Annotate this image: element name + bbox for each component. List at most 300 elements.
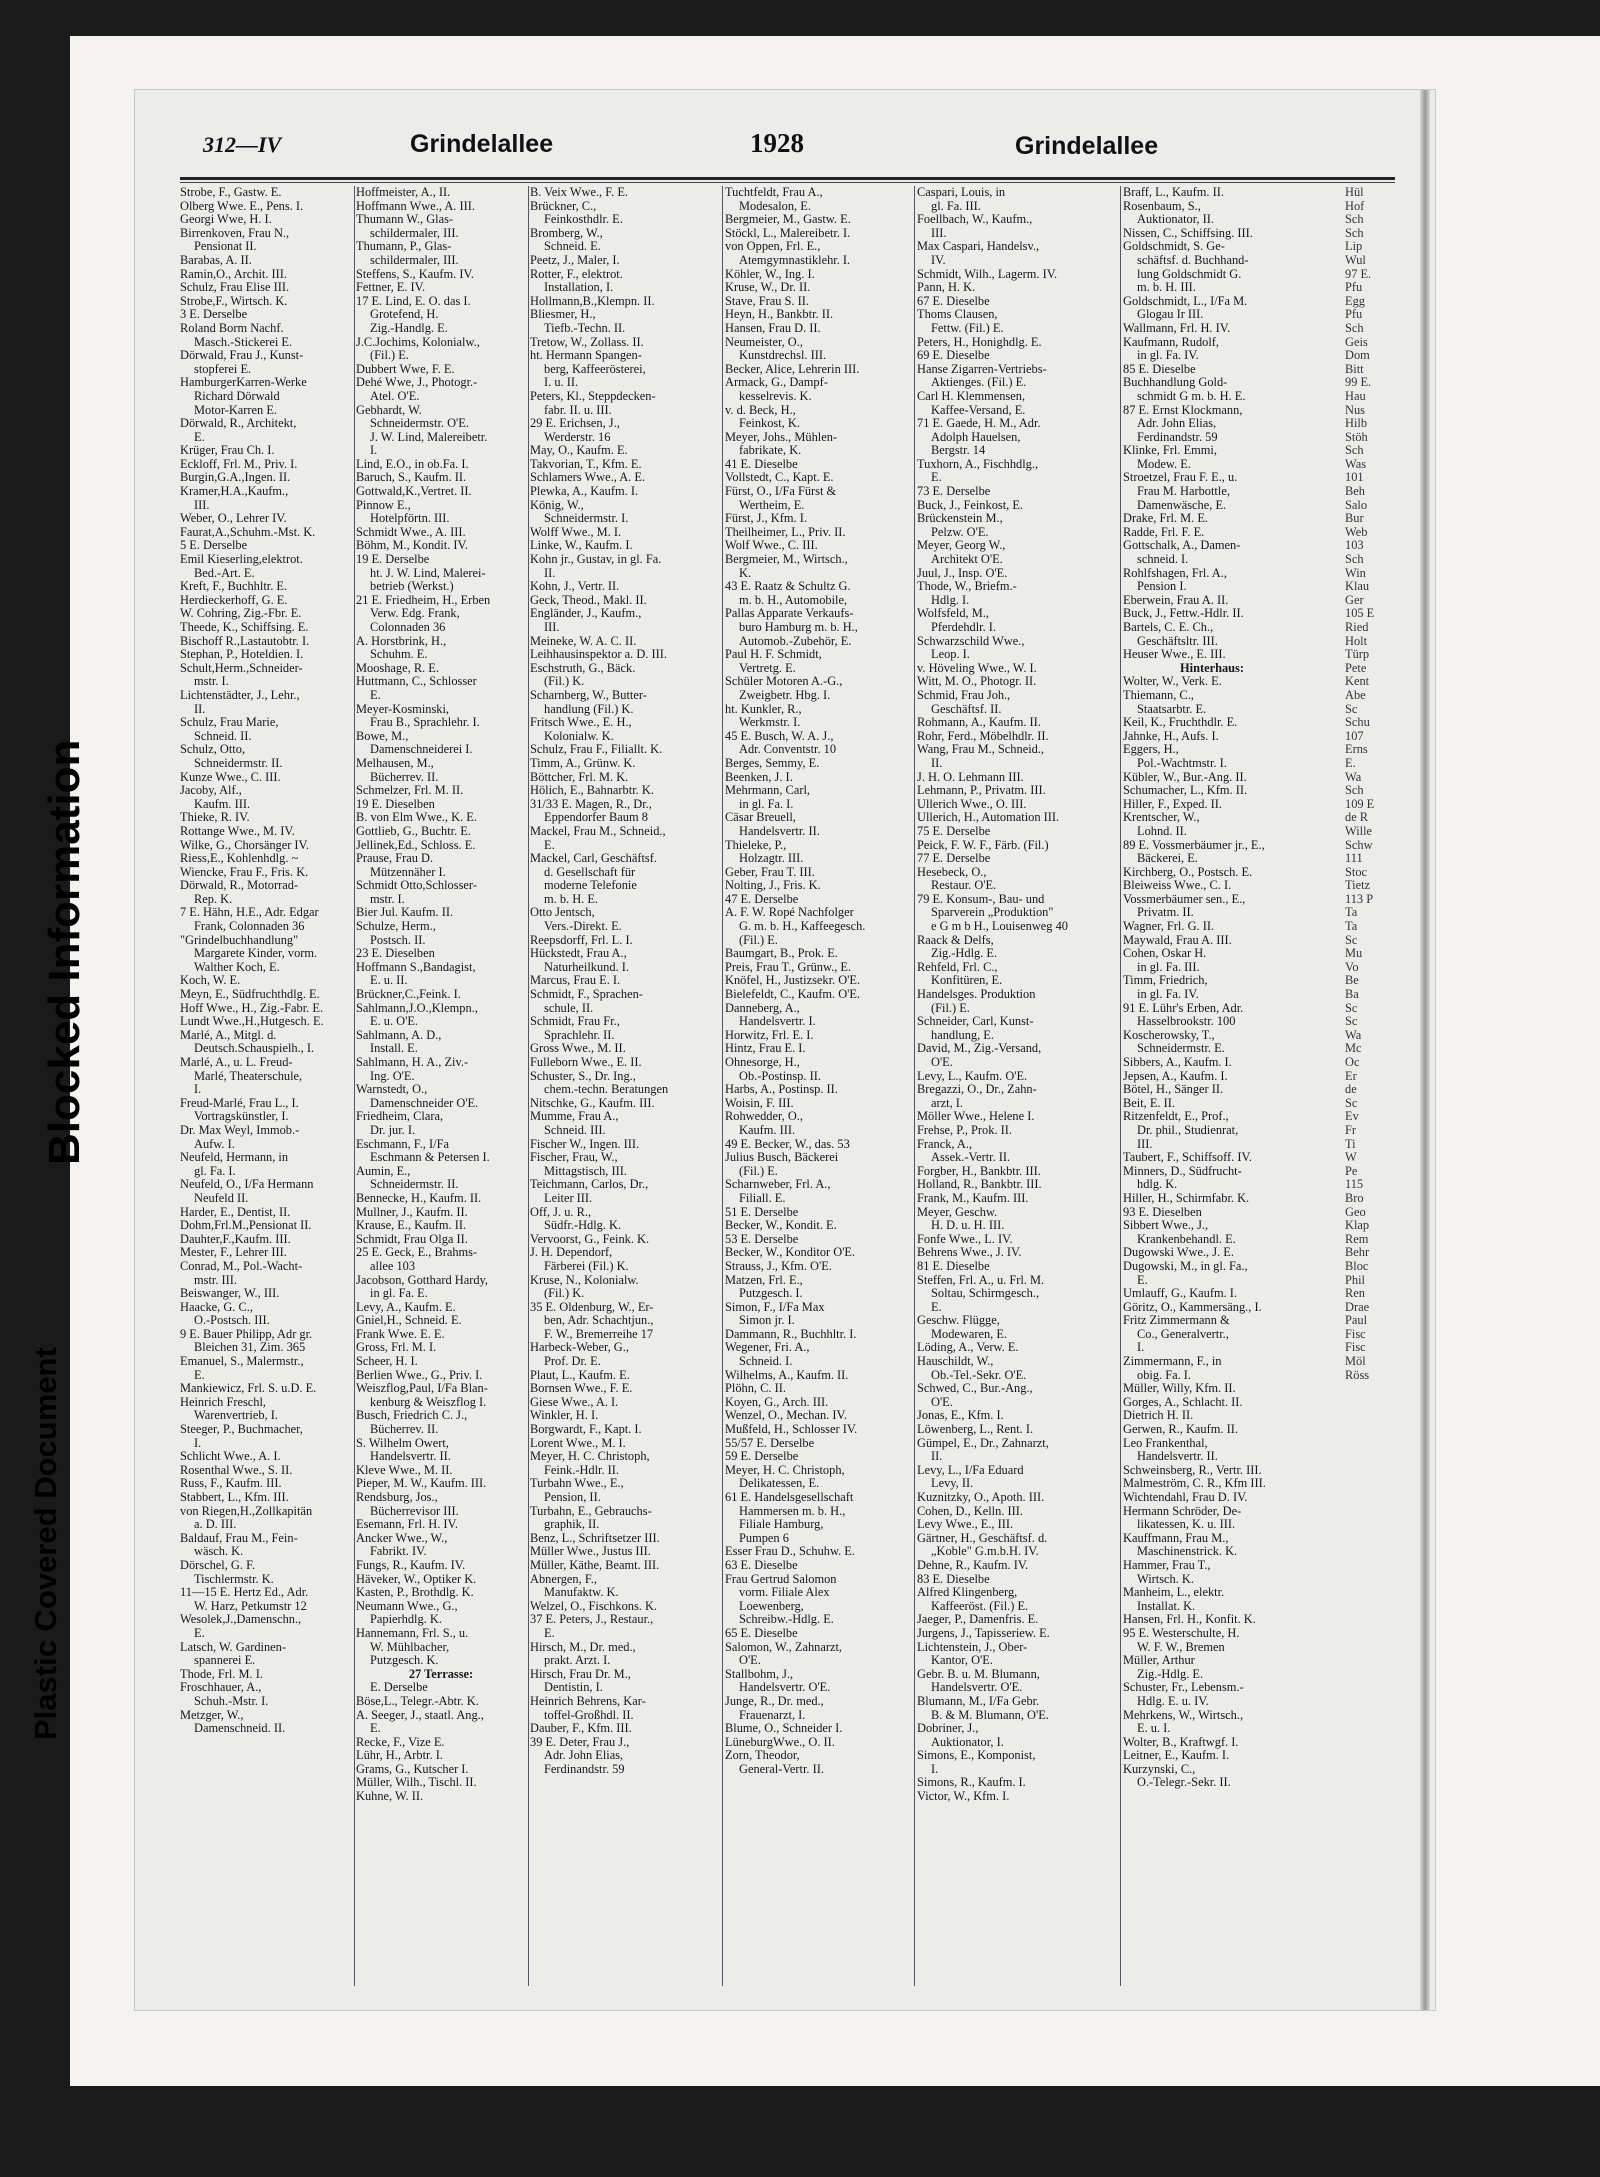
directory-entry-line: A. F. W. Ropé Nachfolger [725,905,854,920]
directory-entry-line: Engländer, J., Kaufm., [530,606,642,621]
directory-entry-line: Plöhn, C. II. [725,1381,786,1396]
directory-entry-line: Harder, E., Dentist, II. [180,1204,291,1219]
directory-entry-line: Kolonialw. K. [544,728,614,743]
directory-entry-line: prakt. Arzt. I. [544,1653,611,1668]
directory-entry-line: Schulz, Frau Marie, [180,715,279,730]
directory-entry-line: A. Seeger, J., staatl. Ang., [356,1707,484,1722]
directory-entry-line: Mackel, Frau M., Schneid., [530,823,666,838]
directory-entry-line: Krüger, Frau Ch. I. [180,443,275,458]
directory-entry-line: Egg [1345,293,1365,308]
directory-entry-line: fabr. II. u. III. [544,402,612,417]
directory-entry-line: Pann, H. K. [917,280,976,295]
directory-entry-line: III. [194,497,210,512]
directory-entry-line: Pelzw. O'E. [931,524,989,539]
directory-entry-line: Marlé, A., u. L. Freud- [180,1055,293,1069]
directory-entry-line: Gniel,H., Schneid. E. [356,1313,462,1328]
directory-entry-line: ben, Adr. Schachtjun., [544,1313,654,1328]
directory-entry-line: Sprachlehr. II. [544,1027,615,1042]
directory-entry-line: Nitschke, G., Kaufm. III. [530,1095,655,1110]
directory-entry-line: Blumann, M., I/Fa Gebr. [917,1693,1040,1708]
directory-entry-line: Wul [1345,252,1366,267]
directory-entry-line: Kauffmann, Frau M., [1123,1530,1229,1545]
directory-entry-line: Turbahn, E., Gebrauchs- [530,1503,652,1518]
directory-entry-line: Fettw. (Fil.) E. [931,320,1004,335]
directory-entry-line: Lind, E.O., in ob.Fa. I. [356,456,469,471]
directory-entry-line: (Fil.) K. [544,1286,585,1301]
directory-entry-line: Stöh [1345,429,1368,444]
directory-entry-line: Behrens Wwe., J. IV. [917,1245,1022,1260]
directory-entry-line: Delikatessen, E. [739,1476,820,1491]
directory-entry-line: Werderstr. 16 [544,429,611,444]
directory-entry-line: Jurgens, J., Tapisseriew. E. [917,1625,1050,1640]
directory-entry-line: Sahlmann,J.O.,Klempn., [356,1000,478,1015]
directory-entry-line: Auktionator, I. [931,1734,1004,1749]
directory-entry-line: J. H. Dependorf, [530,1245,613,1260]
directory-entry-line: Bergmeier, M., Gastw. E. [725,212,851,227]
directory-entry-line: Vervoorst, G., Feink. K. [530,1231,650,1246]
directory-entry-line: Buck, J., Fettw.-Hdlr. II. [1123,606,1244,621]
directory-entry-line: I. u. II. [544,375,579,390]
directory-entry-line: I. [1137,1340,1145,1355]
directory-entry-line: mstr. I. [194,674,229,689]
directory-entry-line: Meyer-Kosminski, [356,701,450,716]
directory-entry-line: Vers.-Direkt. E. [544,919,622,934]
directory-entry-line: Tuchtfeldt, Frau A., [725,186,823,199]
directory-entry-line: Braff, L., Kaufm. II. [1123,186,1224,199]
directory-entry-line: Frehse, P., Prok. II. [917,1122,1012,1137]
directory-entry-line: Meyer, H. C. Christoph, [725,1462,845,1477]
directory-entry-line: Modew. E. [1137,456,1191,471]
directory-entry-line: O'E. [931,1394,953,1409]
directory-entry-line: Kaffee-Versand, E. [931,402,1026,417]
blocked-information-label: Blocked Information [40,739,89,1165]
directory-entry-line: Fritz Zimmermann & [1123,1313,1230,1328]
directory-entry-line: Hansen, Frau D. II. [725,320,821,335]
directory-entry-line: in gl. Fa. III. [1137,959,1200,974]
directory-entry-line: 75 E. Derselbe [917,823,991,838]
directory-entry-line: Walther Koch, E. [194,959,280,974]
directory-entry-line: Danneberg, A., [725,1000,800,1015]
directory-entry-line: fabrikate, K. [739,443,802,458]
directory-entry-line: Leiter III. [544,1190,593,1205]
directory-entry-line: Schüler Motoren A.-G., [725,674,843,689]
directory-entry-line: Hoffmeister, A., II. [356,186,451,199]
directory-entry-line: 39 E. Deter, Frau J., [530,1734,630,1749]
directory-entry-line: Kleve Wwe., M. II. [356,1462,453,1477]
directory-entry-line: Strauss, J., Kfm. O'E. [725,1258,832,1273]
directory-entry-line: Gottwald,K.,Vertret. II. [356,484,472,499]
directory-entry-line: Rohmann, A., Kaufm. II. [917,715,1041,730]
directory-entry-line: Privatm. II. [1137,905,1194,920]
directory-entry-line: Rem [1345,1231,1369,1246]
directory-entry-line: Schlicht Wwe., A. I. [180,1449,281,1464]
directory-entry-line: Metzger, W., [180,1707,244,1722]
directory-entry-line: Feinkost, K. [739,416,800,431]
directory-entry-line: Vossmerbäumer sen., E., [1123,891,1246,906]
directory-entry-line: Schmidt, Frau Fr., [530,1014,620,1029]
directory-entry-line: Jepsen, A., Kaufm. I. [1123,1068,1228,1083]
directory-entry-line: Jahnke, H., Aufs. I. [1123,728,1219,743]
directory-entry-line: Buck, J., Feinkost, E. [917,497,1024,512]
directory-entry-line: Lehmann, P., Privatm. III. [917,783,1046,798]
directory-entry-line: Rosenthal Wwe., S. II. [180,1462,293,1477]
directory-entry-line: Müller, Arthur [1123,1653,1195,1668]
directory-entry-line: E. [194,1367,205,1382]
header-rule [180,177,1395,180]
directory-entry-line: Marlé, A., Mitgl. d. [180,1027,277,1042]
directory-entry-line: 9 E. Bauer Philipp, Adr gr. [180,1326,313,1341]
directory-entry-line: Fisc [1345,1326,1366,1341]
directory-entry-line: moderne Telefonie [544,878,637,893]
directory-entry-line: Peters, Kl., Steppdecken- [530,388,656,403]
directory-entry-line: Beit, E. II. [1123,1095,1175,1110]
directory-entry-line: Vo [1345,959,1359,974]
directory-entry-line: General-Vertr. II. [739,1761,824,1776]
directory-column-6 [1123,186,1301,1986]
directory-entry-line: Fürst, J., Kfm. I. [725,511,807,526]
directory-entry-line: v. Höveling Wwe., W. I. [917,660,1037,675]
directory-entry-line: Atemgymnastiklehr. I. [739,252,851,267]
directory-entry-line: Ta [1345,919,1358,934]
column-divider [1120,186,1121,1986]
directory-entry-line: Ancker Wwe., W., [356,1530,448,1545]
directory-entry-line: Franck, A., [917,1136,973,1151]
directory-entry-line: 109 E [1345,796,1375,811]
directory-entry-line: Sch [1345,552,1364,567]
directory-entry-line: Bennecke, H., Kaufm. II. [356,1190,482,1205]
directory-entry-line: Lühr, H., Arbtr. I. [356,1748,443,1763]
directory-entry-line: Co., Generalvertr., [1137,1326,1229,1341]
directory-entry-line: 19 E. Dieselben [356,796,435,811]
directory-entry-line: Hanse Zigarren-Vertriebs- [917,361,1047,376]
directory-entry-line: gl. Fa. I. [194,1163,236,1178]
directory-entry-line: Bergmeier, M., Wirtsch., [725,552,848,567]
directory-entry-line: in gl. Fa. IV. [1137,987,1199,1002]
directory-entry-line: 49 E. Becker, W., das. 53 [725,1136,850,1151]
directory-entry-line: Roland Borm Nachf. [180,320,284,335]
directory-entry-line: Ramin,O., Archit. III. [180,266,288,281]
directory-entry-line: II. [931,755,943,770]
directory-entry-line: Klap [1345,1218,1370,1233]
directory-entry-line: Eschmann & Petersen I. [370,1150,490,1165]
directory-entry-line: Ev [1345,1109,1359,1124]
directory-entry-line: Röss [1345,1367,1370,1382]
directory-entry-line: Kirchberg, O., Postsch. E. [1123,864,1253,879]
directory-entry-line: Witt, M. O., Photogr. II. [917,674,1037,689]
directory-entry-line: 67 E. Dieselbe [917,293,990,308]
directory-entry-line: Plewka, A., Kaufm. I. [530,484,639,499]
directory-entry-line: Hesebeck, O., [917,864,987,879]
directory-entry-line: Schneidermstr. E. [1137,1041,1225,1056]
directory-entry-line: Baldauf, Frau M., Fein- [180,1530,298,1545]
directory-entry-line: Manufaktw. K. [544,1585,619,1600]
directory-entry-line: Heinrich Behrens, Kar- [530,1693,646,1708]
directory-entry-line: Schneidermstr. II. [370,1177,459,1192]
directory-entry-line: Fürst, O., I/Fa Fürst & [725,484,837,499]
directory-entry-line: Levy, L., I/Fa Eduard [917,1462,1024,1477]
directory-entry-line: Rendsburg, Jos., [356,1490,438,1504]
directory-entry-line: Putzgesch. K. [370,1653,439,1668]
directory-entry-line: Sch [1345,783,1364,798]
directory-entry-line: Foellbach, W., Kaufm., [917,212,1033,227]
directory-entry-line: Peick, F. W. F., Färb. (Fil.) [917,837,1049,852]
column-divider [914,186,915,1986]
directory-entry-line: Bleichen 31, Zim. 365 [194,1340,306,1355]
directory-entry-line: Melhausen, M., [356,755,434,770]
directory-entry-line: Müller, Wilh., Tischl. II. [356,1775,477,1790]
directory-entry-line: Lichtenstädter, J., Lehr., [180,687,300,702]
directory-entry-line: Herdieckerhoff, G. E. [180,592,288,607]
directory-entry-line: Köhler, W., Ing. I. [725,266,815,281]
directory-entry-line: Mützennäher I. [370,864,446,879]
directory-entry-line: 55/57 E. Derselbe [725,1435,815,1450]
directory-entry-line: 101 [1345,470,1364,485]
directory-entry-line: Sahlmann, A. D., [356,1027,442,1042]
directory-entry-line: Kasten, P., Brothdlg. K. [356,1585,474,1600]
directory-entry-line: 105 E [1345,606,1375,621]
directory-entry-line: 81 E. Dieselbe [917,1258,990,1273]
directory-entry-line: Takvorian, T., Kfm. E. [530,456,642,471]
directory-entry-line: Sch [1345,212,1364,227]
directory-entry-line: Hansen, Frl. H., Konfit. K. [1123,1612,1256,1627]
directory-entry-line: Web [1345,524,1368,539]
directory-entry-line: Feink.-Hdlr. II. [544,1462,620,1477]
directory-entry-line: E. [370,1721,381,1736]
directory-entry-line: 91 E. Lühr's Erben, Adr. [1123,1000,1244,1015]
directory-entry-line: Aktienges. (Fil.) E. [931,375,1027,390]
directory-entry-line: Welzel, O., Fischkons. K. [530,1598,658,1613]
directory-entry-line: ht. Kunkler, R., [725,701,802,716]
directory-entry-line: Zig.-Hdlg. E. [1137,1666,1204,1681]
directory-entry-line: Sc [1345,932,1358,947]
directory-entry-line: (Fil.) K. [544,674,585,689]
directory-entry-line: Dr. jur. I. [370,1122,416,1137]
directory-entry-line: graphik, II. [544,1517,600,1532]
directory-entry-line: Riess,E., Kohlenhdlg. ~ [180,851,299,866]
directory-entry-line: Ob.-Postinsp. II. [739,1068,821,1083]
directory-entry-line: Eberwein, Frau A. II. [1123,592,1229,607]
directory-entry-line: Wolf Wwe., C. III. [725,538,818,553]
directory-entry-line: Fungs, R., Kaufm. IV. [356,1557,466,1572]
directory-entry-line: Marcus, Frau E. I. [530,973,621,988]
directory-entry-line: Dugowski, M., in gl. Fa., [1123,1258,1248,1273]
directory-entry-line: Hammer, Frau T., [1123,1557,1211,1572]
directory-entry-line: Wolter, B., Kraftwgf. I. [1123,1734,1239,1749]
directory-entry-line: Be [1345,973,1359,988]
directory-entry-line: chem.-techn. Beratungen [544,1082,669,1097]
directory-entry-line: 53 E. Derselbe [725,1231,799,1246]
directory-entry-line: ht. J. W. Lind, Malerei- [370,565,486,580]
directory-entry-line: Müller, Käthe, Beamt. III. [530,1557,660,1572]
directory-entry-line: Wesolek,J.,Damenschn., [180,1612,302,1627]
directory-entry-line: Levy Wwe., E., III. [917,1517,1014,1532]
directory-entry-line: Leop. I. [931,647,970,662]
directory-entry-line: 85 E. Dieselbe [1123,361,1196,376]
directory-entry-line: E. u. II. [370,973,408,988]
directory-entry-line: Thiemann, C., [1123,687,1194,702]
directory-entry-line: Hiller, F., Exped. II. [1123,796,1222,811]
directory-entry-line: Tiefb.-Techn. II. [544,320,626,335]
directory-entry-line: Meyer, H. C. Christoph, [530,1449,650,1464]
directory-entry-line: Dehé Wwe, J., Photogr.- [356,375,478,390]
directory-entry-line: Hiller, H., Schirmfabr. K. [1123,1190,1250,1205]
directory-entry-line: Heinrich Freschl, [180,1394,267,1409]
directory-entry-line: Bücherrev. II. [370,1422,439,1437]
directory-entry-line: Steffens, S., Kaufm. IV. [356,266,474,281]
directory-entry-line: Schuster, Fr., Lebensm.- [1123,1680,1244,1695]
directory-entry-line: Hölich, E., Bahnarbtr. K. [530,783,654,798]
directory-entry-line: Alfred Klingenberg, [917,1585,1018,1600]
directory-entry-line: Färberei (Fil.) K. [544,1258,629,1273]
directory-entry-line: Modesalon, E. [739,198,811,213]
directory-entry-line: Jaeger, P., Damenfris. E. [917,1612,1039,1627]
directory-entry-line: Win [1345,565,1366,580]
directory-entry-line: O'E. [739,1653,761,1668]
directory-entry-line: F. W., Bremerreihe 17 [544,1326,654,1341]
directory-entry-line: Ob.-Tel.-Sekr. O'E. [931,1367,1027,1382]
directory-entry-line: Marlé, Theaterschule, [194,1068,303,1083]
directory-entry-line: Steffen, Frl. A., u. Frl. M. [917,1272,1045,1287]
directory-entry-line: E. [931,470,942,485]
directory-entry-line: B. & M. Blumann, O'E. [931,1707,1049,1722]
directory-entry-line: Müller, Willy, Kfm. II. [1123,1381,1236,1396]
directory-entry-line: Schmid, Frau Joh., [917,687,1011,702]
directory-entry-line: Dietrich H. II. [1123,1408,1194,1423]
directory-entry-line: schildermaler, III. [370,225,459,240]
directory-entry-line: Raack & Delfs, [917,932,994,947]
directory-entry-line: Ing. O'E. [370,1068,415,1083]
directory-entry-line: in gl. Fa. I. [739,796,794,811]
directory-entry-line: Barabas, A. II. [180,252,252,267]
directory-entry-line: W [1345,1150,1357,1165]
directory-entry-line: Wichtendahl, Frau D. IV. [1123,1490,1248,1504]
directory-entry-line: Zorn, Theodor, [725,1748,800,1763]
directory-entry-line: Recke, F., Vize E. [356,1734,445,1749]
directory-entry-line: Mc [1345,1041,1362,1056]
directory-entry-line: Kramer,H.A.,Kaufm., [180,484,289,499]
directory-column-7-partial [1345,186,1415,1986]
directory-entry-line: Mumme, Frau A., [530,1109,619,1124]
directory-entry-line: Böhm, M., Kondit. IV. [356,538,468,553]
directory-entry-line: Bischoff R.,Lastautobtr. I. [180,633,310,648]
directory-entry-line: Umlauff, G., Kaufm. I. [1123,1286,1238,1301]
directory-entry-line: 29 E. Erichsen, J., [530,416,620,431]
directory-entry-line: Naturheilkund. I. [544,959,629,974]
directory-entry-line: Papierhdlg. K. [370,1612,442,1627]
directory-entry-line: Stöckl, L., Malereibetr. I. [725,225,851,240]
directory-entry-line: Jacoby, Alf., [180,783,242,798]
directory-entry-line: Bregazzi, O., Dr., Zahn- [917,1082,1037,1097]
street-heading-right: Grindelallee [1015,132,1159,160]
directory-entry-line: Ried [1345,620,1369,634]
directory-entry-line: (Fil.) E. [931,1000,970,1015]
year-heading: 1928 [750,128,804,158]
directory-entry-line: Levy, L., Kaufm. O'E. [917,1068,1028,1083]
directory-entry-line: Sibbert Wwe., J., [1123,1218,1209,1233]
directory-entry-line: I. [194,1435,202,1450]
directory-entry-line: Victor, W., Kfm. I. [917,1789,1010,1804]
directory-entry-line: Klinke, Frl. Emmi, [1123,443,1217,458]
directory-entry-line: Dobriner, J., [917,1721,979,1736]
directory-entry-line: 35 E. Oldenburg, W., Er- [530,1299,654,1314]
directory-entry-line: Böse,L., Telegr.-Abtr. K. [356,1693,479,1708]
directory-entry-line: Stave, Frau S. II. [725,293,809,308]
directory-entry-line: Keil, K., Fruchthdlr. E. [1123,715,1238,730]
directory-entry-line: Deutsch.Schauspielh., I. [194,1041,315,1056]
directory-entry-line: Frau B., Sprachlehr. I. [370,715,480,730]
directory-entry-line: B. von Elm Wwe., K. E. [356,810,477,825]
directory-entry-line: Sahlmann, H. A., Ziv.- [356,1055,469,1069]
directory-entry-line: Kunze Wwe., C. III. [180,769,281,784]
directory-entry-line: Dentistin, I. [544,1680,603,1695]
directory-entry-line: Schuster, S., Dr. Ing., [530,1068,636,1083]
directory-entry-line: Wolff Wwe., M. I. [530,524,622,539]
directory-entry-line: Schw [1345,837,1373,852]
directory-entry-line: Mehrkens, W., Wirtsch., [1123,1707,1244,1722]
directory-entry-line: Cohen, Oskar H. [1123,946,1207,961]
directory-entry-line: K. [739,565,752,580]
directory-entry-line: Holland, R., Bankbtr. III. [917,1177,1042,1192]
directory-entry-line: Türp [1345,647,1370,662]
directory-entry-line: Mullner, J., Kaufm. II. [356,1204,468,1219]
directory-entry-line: Feinkosthdlr. E. [544,212,623,227]
directory-entry-line: Forgber, H., Bankbtr. III. [917,1163,1041,1178]
directory-entry-line: Schneidermstr. II. [194,755,283,770]
directory-entry-line: 115 [1345,1177,1364,1192]
directory-entry-line: betrieb (Werkst.) [370,579,454,594]
directory-entry-line: E. [544,1625,555,1640]
directory-entry-line: Ferdinandstr. 59 [1137,429,1218,444]
directory-entry-line: Olberg Wwe. E., Pens. I. [180,198,304,213]
directory-entry-line: Maywald, Frau A. III. [1123,932,1232,947]
directory-entry-line: Hermann Schröder, De- [1123,1503,1242,1518]
directory-entry-line: Ta [1345,905,1358,920]
directory-entry-line: Simon, F., I/Fa Max [725,1299,825,1314]
directory-entry-line: Gärtner, H., Geschäftsf. d. [917,1530,1048,1545]
directory-entry-line: Sc [1345,1095,1358,1110]
directory-entry-line: Hül [1345,186,1364,199]
directory-entry-line: Leo Frankenthal, [1123,1435,1208,1450]
directory-entry-line: Eschstruth, G., Bäck. [530,660,636,675]
directory-entry-line: a. D. III. [194,1517,237,1532]
directory-entry-line: Ohnesorge, H., [725,1055,800,1069]
directory-entry-line: 23 E. Dieselben [356,946,435,961]
directory-entry-line: 11—15 E. Hertz Ed., Adr. [180,1585,309,1600]
directory-entry-line: Gebhardt, W. [356,402,422,417]
directory-entry-line: Fischer W., Ingen. III. [530,1136,640,1151]
directory-entry-line: Filiale Hamburg, [739,1517,824,1532]
directory-column-2 [356,186,526,1986]
directory-entry-line: Linke, W., Kaufm. I. [530,538,633,553]
directory-entry-line: Kantor, O'E. [931,1653,993,1668]
directory-entry-line: m. b. H., Automobile, [739,592,848,607]
directory-entry-line: Peters, H., Honighdlg. E. [917,334,1042,349]
directory-entry-line: Staatsarbtr. E. [1137,701,1207,716]
directory-entry-line: 43 E. Raatz & Schultz G. [725,579,851,594]
directory-entry-line: (Fil.) E. [739,932,778,947]
directory-entry-line: Leihhausinspektor a. D. III. [530,647,667,662]
directory-entry-line: von Oppen, Frl. E., [725,239,821,254]
directory-entry-line: v. d. Beck, H., [725,402,796,417]
directory-entry-line: Schulz, Frau Elise III. [180,280,290,295]
directory-entry-line: Thode, W., Briefm.- [917,579,1017,594]
directory-entry-line: de [1345,1082,1357,1097]
directory-entry-line: schäftsf. d. Buchhand- [1137,252,1249,267]
directory-entry-line: Kuznitzky, O., Apoth. III. [917,1490,1045,1504]
directory-entry-line: Cohen, D., Kelln. III. [917,1503,1023,1518]
directory-entry-line: „Koble" G.m.b.H. IV. [931,1544,1039,1559]
directory-entry-line: Oc [1345,1055,1360,1069]
